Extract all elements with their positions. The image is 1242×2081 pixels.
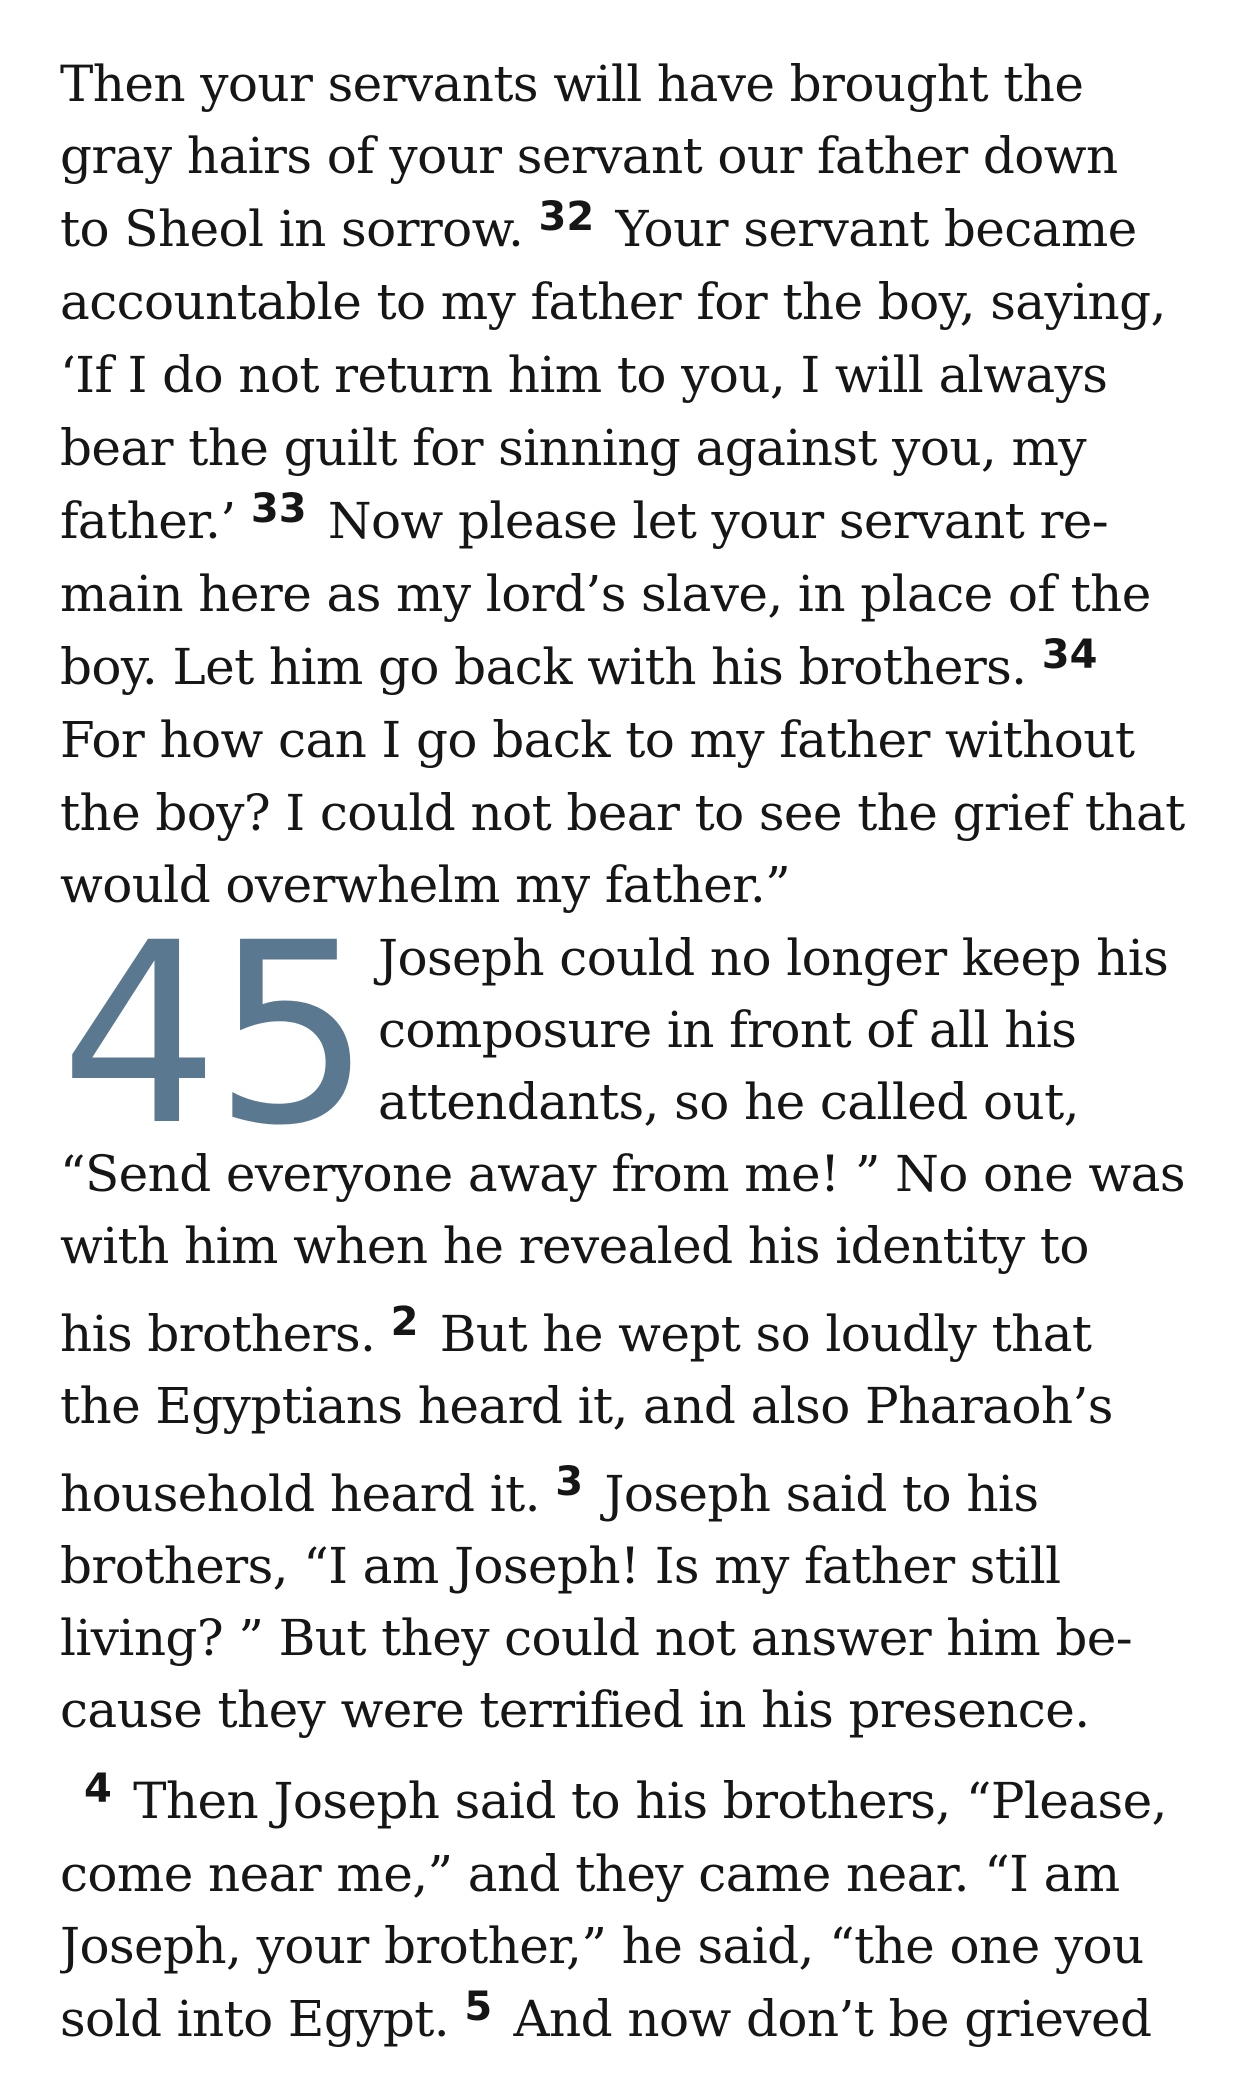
verse-number: 3 bbox=[555, 1459, 584, 1505]
text-run: main here as my lord’s slave, in place of the bbox=[60, 565, 1151, 623]
verse-number: 33 bbox=[250, 486, 307, 532]
text-run: with him when he revealed his identity to bbox=[60, 1217, 1089, 1275]
text-run: attendants, so he called out, bbox=[378, 1073, 1079, 1131]
text-line bbox=[60, 412, 1086, 484]
text-line bbox=[60, 48, 1083, 120]
text-run: Then Joseph said to his brothers, “Please, bbox=[133, 1772, 1167, 1830]
text-run: “Send everyone away from me! ” No one was bbox=[60, 1145, 1185, 1203]
text-line bbox=[60, 1210, 1089, 1282]
text-line bbox=[60, 1530, 1061, 1602]
text-line bbox=[60, 1370, 1113, 1442]
chapter-number: 45 bbox=[60, 889, 367, 1180]
text-line bbox=[60, 1458, 1038, 1530]
text-run: Joseph could no longer keep his bbox=[378, 929, 1169, 987]
verse-number: 4 bbox=[84, 1766, 112, 1812]
text-run: father.’ bbox=[60, 492, 236, 550]
verse-number: 34 bbox=[1041, 632, 1098, 678]
text-run: the boy? I could not bear to see the grief that bbox=[60, 784, 1185, 842]
text-run: the Egyptians heard it, and also Pharaoh’s bbox=[60, 1377, 1113, 1435]
text-line bbox=[60, 704, 1134, 776]
text-line bbox=[60, 1838, 1120, 1910]
text-run: Joseph said to his bbox=[604, 1465, 1039, 1523]
text-run: For how can I go back to my father without bbox=[60, 711, 1135, 769]
text-line bbox=[60, 1983, 1151, 2055]
text-line bbox=[60, 266, 1166, 338]
text-line bbox=[60, 1602, 1132, 1674]
text-line bbox=[378, 1066, 1079, 1138]
text-line bbox=[60, 1298, 1091, 1370]
text-line bbox=[84, 1765, 1167, 1837]
text-line bbox=[60, 120, 1118, 192]
verse-number: 2 bbox=[390, 1299, 419, 1345]
text-line bbox=[378, 922, 1168, 994]
text-run: composure in front of all his bbox=[378, 1001, 1077, 1059]
text-run: Now please let your servant re- bbox=[327, 492, 1109, 550]
text-line bbox=[60, 1674, 1090, 1746]
text-run: cause they were terrified in his presence. bbox=[60, 1681, 1090, 1739]
text-line bbox=[60, 777, 1185, 849]
verse-number: 5 bbox=[464, 1984, 493, 2030]
text-run: brothers, “I am Joseph! Is my father still bbox=[60, 1537, 1061, 1595]
text-run: household heard it. bbox=[60, 1465, 540, 1523]
text-line bbox=[378, 994, 1076, 1066]
scripture-page bbox=[60, 0, 1190, 2081]
text-run: his brothers. bbox=[60, 1305, 376, 1363]
text-line bbox=[60, 339, 1107, 411]
text-run: ‘If I do not return him to you, I will always bbox=[60, 346, 1108, 404]
text-line bbox=[60, 485, 1108, 557]
text-run: sold into Egypt. bbox=[60, 1990, 450, 2048]
text-line bbox=[60, 1138, 1185, 1210]
text-run: Your servant became bbox=[615, 200, 1137, 258]
text-run: boy. Let him go back with his brothers. bbox=[60, 638, 1027, 696]
text-run: But he wept so loudly that bbox=[439, 1305, 1092, 1363]
text-run: And now don’t be grieved bbox=[513, 1990, 1152, 2048]
verse-number: 32 bbox=[538, 194, 595, 240]
text-run: to Sheol in sorrow. bbox=[60, 200, 524, 258]
text-line bbox=[60, 631, 1103, 703]
text-run: Then your servants will have brought the bbox=[60, 55, 1084, 113]
text-run: accountable to my father for the boy, saying, bbox=[60, 273, 1166, 331]
text-line bbox=[60, 558, 1151, 630]
text-run: would overwhelm my father.” bbox=[60, 856, 791, 914]
text-line bbox=[60, 193, 1137, 265]
text-run: Joseph, your brother,” he said, “the one you bbox=[60, 1917, 1144, 1975]
text-run: gray hairs of your servant our father down bbox=[60, 127, 1118, 185]
text-run: living? ” But they could not answer him be- bbox=[60, 1609, 1133, 1667]
text-run: come near me,” and they came near. “I am bbox=[60, 1845, 1120, 1903]
text-run: bear the guilt for sinning against you, my bbox=[60, 419, 1086, 477]
text-line bbox=[60, 1910, 1144, 1982]
